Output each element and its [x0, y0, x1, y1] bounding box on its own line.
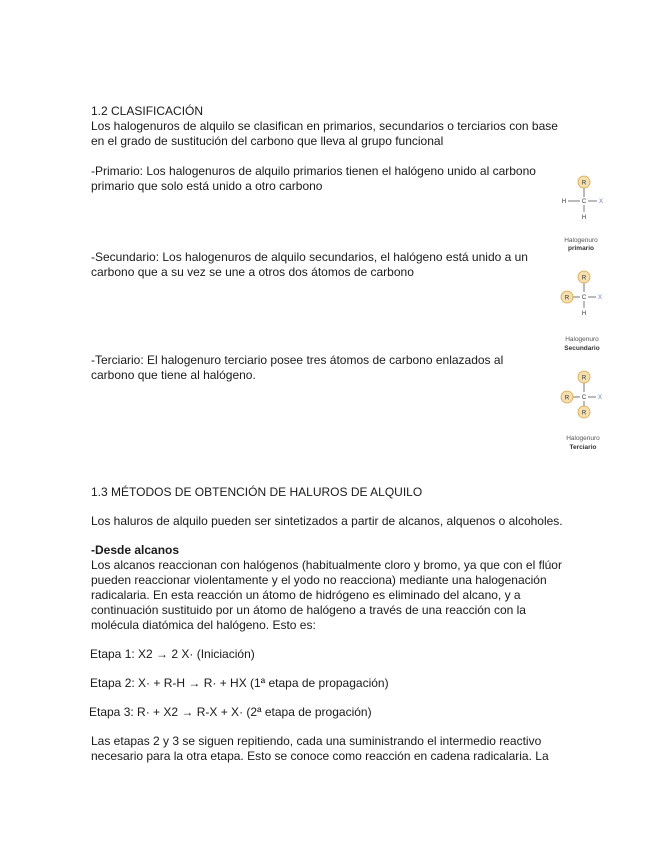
atom-h-bottom: H [581, 311, 587, 317]
atom-h-bottom: H [581, 215, 587, 221]
atom-r-left: R [564, 295, 570, 302]
atom-c: C [581, 199, 587, 205]
terciario-line-1: -Terciario: El halogenuro terciario posee tres átomos de carbono enlazados al [91, 353, 504, 367]
metodos-intro: Los haluros de alquilo pueden ser sintetizados a partir de alcanos, alquenos o alcoholes. [91, 514, 563, 528]
secundario-structure-diagram [556, 262, 612, 356]
atom-r-bottom: R [581, 410, 587, 417]
caption-line-1: Halogenuro [564, 237, 598, 244]
figure-primario [556, 170, 612, 252]
alcanos-line-1: Los alcanos reaccionan con halógenos (habitualmente cloro y bromo, ya que con el flúor [91, 558, 562, 572]
alcanos-line-3: radicalaria. En esta reacción un átomo de hidrógeno es eliminado del alcano, y a [91, 588, 521, 602]
atom-c: C [581, 395, 587, 401]
closing-line-1: Las etapas 2 y 3 se siguen repitiendo, cada una suministrando el intermedio reactivo [91, 734, 542, 748]
secundario-line-2: carbono que a su vez se une a otros dos átomos de carbono [91, 265, 414, 279]
alcanos-line-4: continuación sustituido por un átomo de halógeno a través de una reacción con la [91, 603, 526, 617]
closing-line-2: necesario para la otra etapa. Esto se conoce como reacción en cadena radicalaria. La [91, 749, 549, 763]
atom-r-top: R [581, 375, 587, 382]
caption-line-2: Secundario [564, 345, 600, 352]
intro-line-2: en el grado de sustitución del carbono que lleva al grupo funcional [91, 134, 444, 148]
alcanos-line-2: pueden reaccionar violentamente y el yodo no reacciona) mediante una halogenación [91, 573, 547, 587]
atom-x: X [597, 295, 603, 301]
caption-line-2: Terciario [569, 444, 597, 451]
intro-line-1: Los halogenuros de alquilo se clasifican en primarios, secundarios o terciarios con base [91, 119, 558, 133]
primario-line-1: -Primario: Los halogenuros de alquilo primarios tienen el halógeno unido al carbono [91, 164, 536, 178]
atom-c: C [581, 295, 587, 301]
atom-r-top: R [581, 275, 587, 282]
caption-line-1: Halogenuro [566, 435, 600, 442]
section-heading-metodos: 1.3 MÉTODOS DE OBTENCIÓN DE HALUROS DE ALQUILO [91, 485, 423, 499]
primario-structure-diagram [556, 170, 612, 252]
terciario-structure-diagram [556, 362, 612, 456]
figure-secundario [556, 262, 612, 356]
atom-r: R [581, 180, 587, 187]
atom-r-left: R [564, 395, 570, 402]
section-heading-clasificacion: 1.2 CLASIFICACIÓN [91, 104, 204, 118]
etapa-1: Etapa 1: X2 → 2 X· (Iniciación) [90, 647, 255, 661]
secundario-line-1: -Secundario: Los halogenuros de alquilo secundarios, el halógeno está unido a un [91, 250, 528, 264]
caption-line-1: Halogenuro [565, 336, 599, 343]
atom-x: X [598, 199, 604, 205]
primario-line-2: primario que solo está unido a otro carbono [91, 179, 323, 193]
figure-terciario [556, 362, 612, 456]
terciario-line-2: carbono que tiene al halógeno. [91, 368, 256, 382]
atom-h-left: H [561, 199, 567, 205]
etapa-2: Etapa 2: X· + R-H → R· + HX (1ª etapa de propagación) [90, 676, 389, 690]
atom-x: X [597, 395, 603, 401]
alcanos-line-5: molécula diatómica del halógeno. Esto es: [91, 618, 316, 632]
subheading-desde-alcanos: -Desde alcanos [91, 543, 180, 557]
caption-line-2: primario [567, 245, 595, 252]
etapa-3: Etapa 3: R· + X2 → R-X + X· (2ª etapa de progación) [89, 705, 372, 719]
